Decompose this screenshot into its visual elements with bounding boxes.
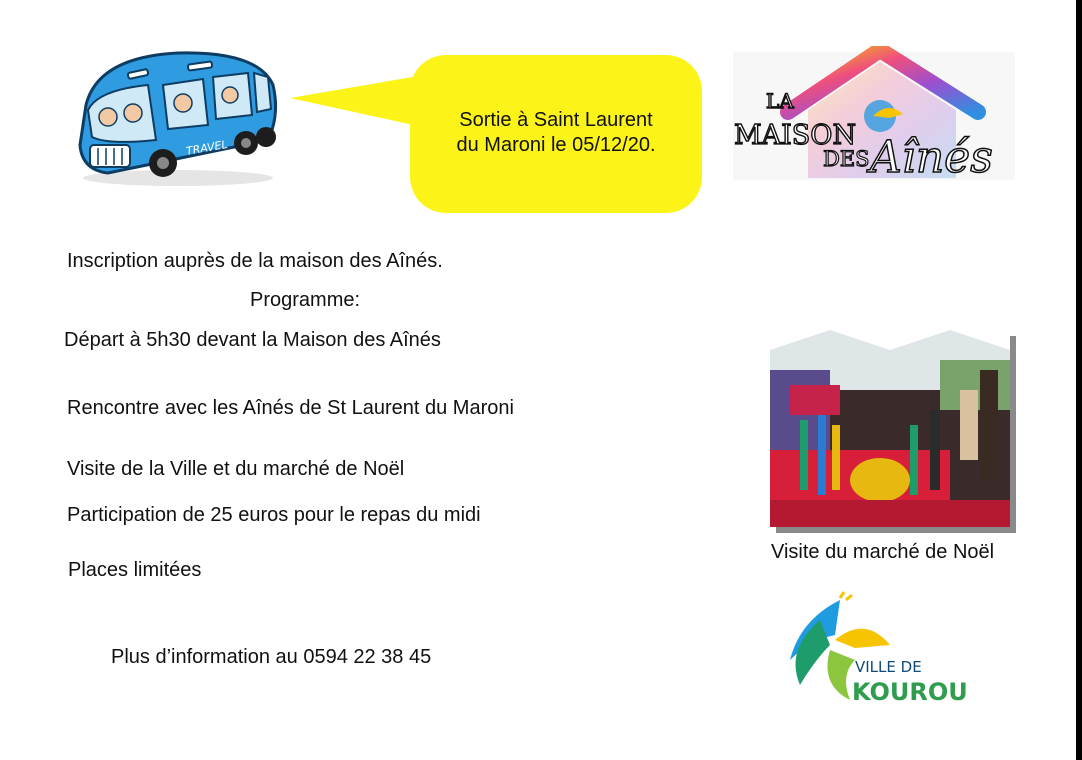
speech-bubble-tail xyxy=(290,76,420,136)
photo-caption: Visite du marché de Noël xyxy=(771,541,995,563)
info-text: Plus d’information au 0594 22 38 45 xyxy=(111,646,432,668)
visite-text: Visite de la Ville et du marché de Noël xyxy=(67,458,405,480)
logo-aines: Aînés xyxy=(870,132,993,183)
places-text: Places limitées xyxy=(68,559,202,581)
participation-text: Participation de 25 euros pour le repas du midi xyxy=(67,504,481,526)
bus-illustration xyxy=(68,45,283,190)
logo-ville-de: VILLE DE xyxy=(855,658,922,676)
programme-heading: Programme: xyxy=(250,289,361,311)
logo-maison: MAISON xyxy=(734,120,857,151)
bubble-line-1: Sortie à Saint Laurent xyxy=(459,109,653,131)
market-photo xyxy=(770,330,1010,527)
bubble-line-2: du Maroni le 05/12/20. xyxy=(456,134,656,156)
maison-des-aines-logo xyxy=(728,46,1020,186)
inscription-text: Inscription auprès de la maison des Aînés. xyxy=(67,250,443,272)
page-right-border xyxy=(1076,0,1082,760)
logo-des: DES xyxy=(823,147,870,171)
depart-text: Départ à 5h30 devant la Maison des Aînés xyxy=(64,329,441,351)
bus-label: TRAVEL xyxy=(184,137,229,158)
ville-de-kourou-logo xyxy=(780,590,980,710)
logo-kourou-text: KOUROU xyxy=(852,678,968,706)
rencontre-text: Rencontre avec les Aînés de St Laurent du Maroni xyxy=(67,397,514,419)
speech-bubble-text xyxy=(410,108,702,158)
logo-la: LA xyxy=(766,89,794,113)
